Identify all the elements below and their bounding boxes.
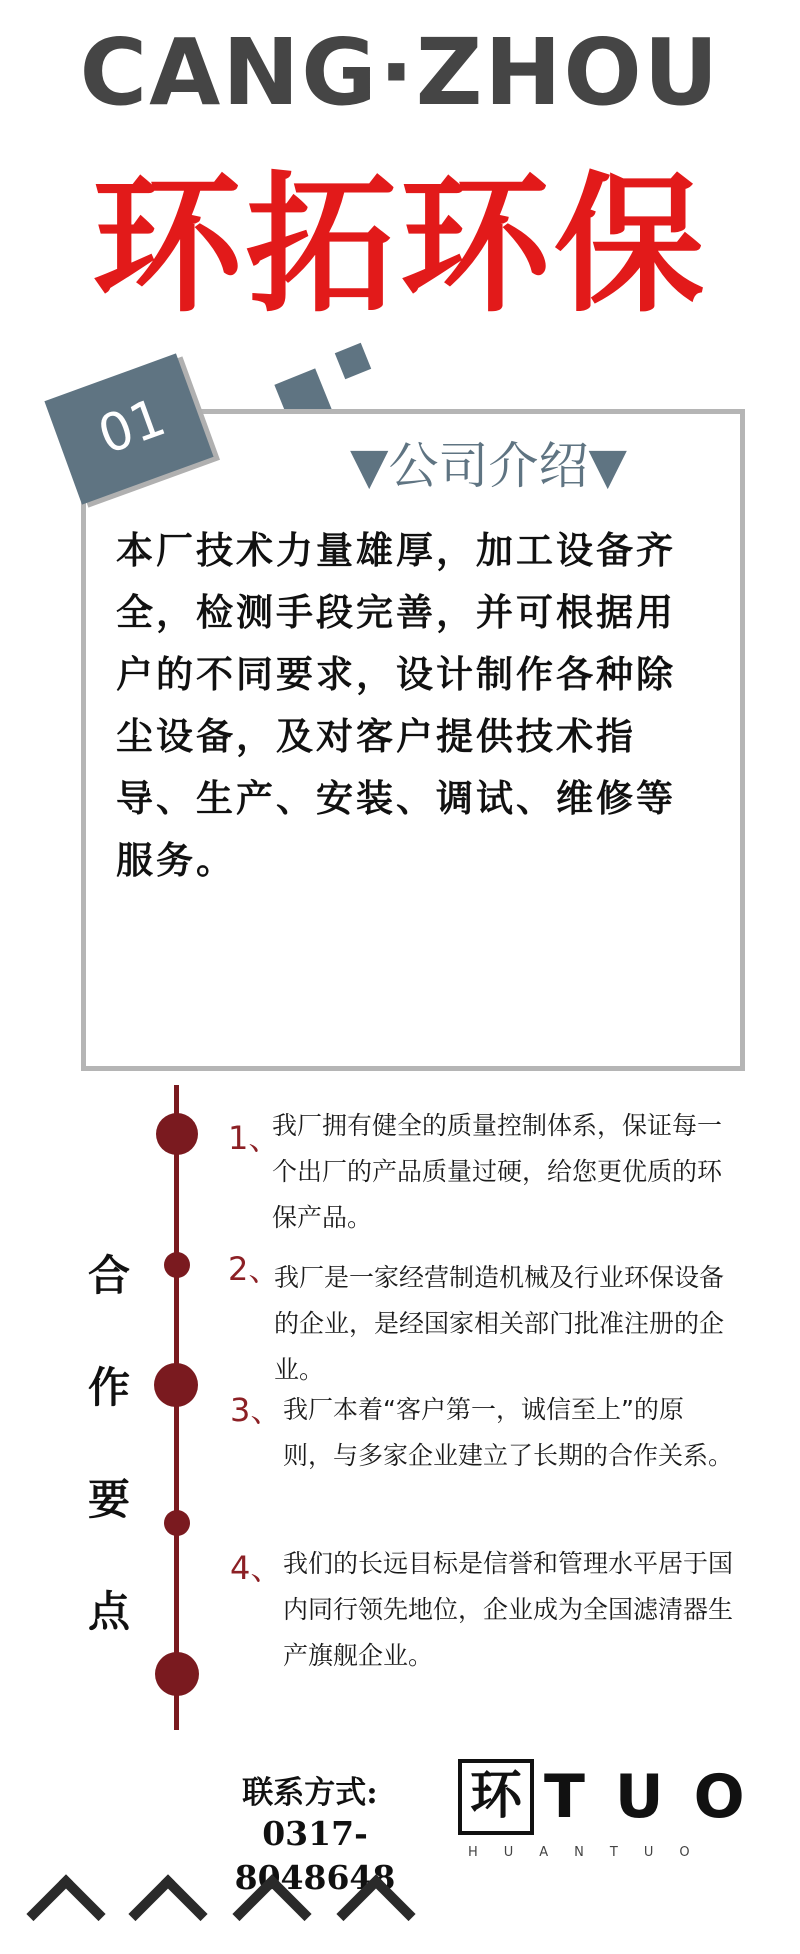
decor-square-small	[335, 343, 371, 379]
point-number: 1、	[228, 1119, 281, 1157]
point-text: 我厂本着“客户第一，诚信至上”的原则，与多家企业建立了长期的合作关系。	[283, 1395, 734, 1470]
intro-body: 本厂技术力量雄厚，加工设备齐全，检测手段完善，并可根据用户的不同要求，设计制作各种除尘设备，及对客户提供技术指导、生产、安装、调试、维修等服务。	[116, 529, 676, 882]
point-number: 2、	[228, 1250, 281, 1288]
timeline-dot	[164, 1252, 190, 1278]
brand-logo	[458, 1759, 775, 1864]
contact-phone: 0317-8048648	[234, 1814, 396, 1897]
title-chinese: 环拓环保	[91, 157, 708, 333]
timeline-dot	[154, 1363, 198, 1407]
point-number: 4、	[230, 1549, 283, 1587]
intro-heading: ▼公司介绍▼	[350, 437, 627, 495]
logo-subtitle: HUANTUO	[468, 1845, 716, 1860]
cooperation-label	[84, 1220, 134, 1668]
timeline-dot	[156, 1113, 198, 1155]
cooperation-label-char: 作	[87, 1363, 130, 1412]
section-number: 01	[90, 387, 174, 467]
timeline-line	[174, 1085, 179, 1730]
contact-label: 联系方式:	[242, 1775, 378, 1811]
timeline-dot	[164, 1510, 190, 1536]
chevron-up-icon	[26, 1874, 105, 1953]
point-text: 我厂拥有健全的质量控制体系，保证每一个出厂的产品质量过硬，给您更优质的环保产品。	[272, 1111, 723, 1232]
logo-letters: TUO	[544, 1762, 775, 1832]
cooperation-label-char: 点	[87, 1587, 130, 1636]
point-text: 我们的长远目标是信誉和管理水平居于国内同行领先地位，企业成为全国滤清器生产旗舰企业。	[283, 1549, 734, 1670]
timeline-dot	[155, 1652, 199, 1696]
logo-mark: 环	[458, 1759, 534, 1835]
point-number: 3、	[230, 1391, 283, 1429]
point-text: 我厂是一家经营制造机械及行业环保设备的企业，是经国家相关部门批准注册的企业。	[274, 1263, 725, 1384]
cooperation-label-char: 要	[87, 1475, 130, 1524]
title-english: CANG·ZHOU	[79, 19, 721, 126]
cooperation-label-char: 合	[87, 1251, 130, 1300]
